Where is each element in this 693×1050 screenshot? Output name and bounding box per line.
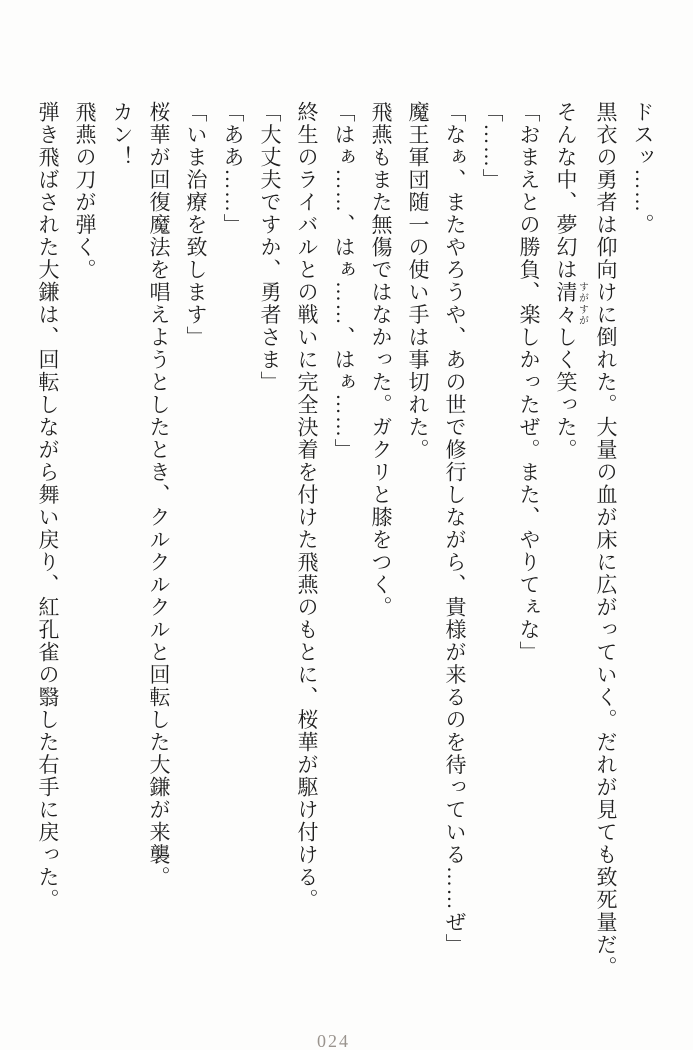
text-column: 「なぁ、またやろうや、あの世で修行しながら、貴様が来るのを待っている……ぜ」 [443, 101, 467, 956]
text-column: 桜華が回復魔法を唱えようとしたとき、クルクルクルと回転した大鎌が来襲。 [147, 101, 171, 889]
text-column: 「……」 [480, 101, 504, 191]
text-column: 飛燕の刀が弾く。 [73, 101, 97, 281]
ruby-annotated-text: 清々すがすが [554, 281, 588, 326]
text-column: 魔王軍団随一の使い手は事切れた。 [406, 101, 430, 461]
text-column: 「おまえとの勝負、楽しかったぜ。また、やりてぇな」 [517, 101, 541, 664]
text-column: 弾き飛ばされた大鎌は、回転しながら舞い戻り、紅孔雀の翳した右手に戻った。 [36, 101, 60, 911]
page-number: 024 [317, 1031, 350, 1050]
text-column: そんな中、夢幻は清々すがすがしく笑った。 [554, 101, 588, 461]
text-column: 飛燕もまた無傷ではなかった。ガクリと膝をつく。 [369, 101, 393, 619]
text-column: 「いま治療を致します」 [184, 101, 208, 349]
text-column: 終生のライバルとの戦いに完全決着を付けた飛燕のもとに、桜華が駆け付ける。 [295, 101, 319, 911]
text-columns [29, 101, 661, 987]
text-column: 「ああ……」 [221, 101, 245, 236]
text-column: カン！ [110, 101, 134, 169]
text-column: ドスッ……。 [631, 101, 655, 236]
text-column: 「大丈夫ですか、勇者さま」 [258, 101, 282, 394]
text-column: 黒衣の勇者は仰向けに倒れた。大量の血が床に広がっていく。だれが見ても致死量だ。 [594, 101, 618, 979]
text-column: 「はぁ……、はぁ……、はぁ……」 [332, 101, 356, 461]
